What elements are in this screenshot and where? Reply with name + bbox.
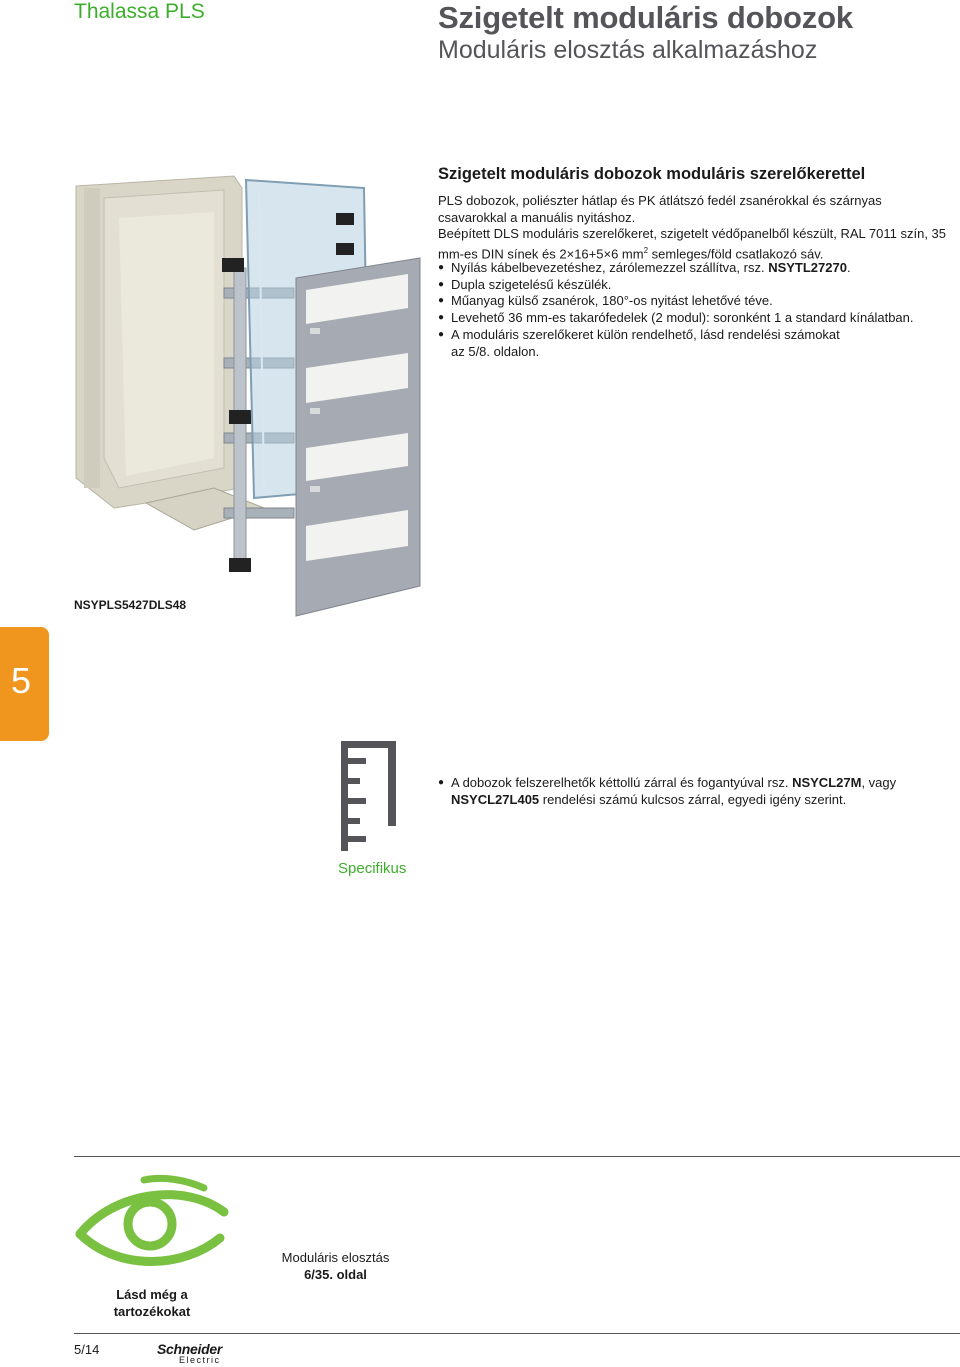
reference-number: NSYTL27270 xyxy=(768,260,847,275)
intro2-a: Beépített DLS moduláris szerelőkeret, szigetelt védőpanelből készült, RAL 7011 szín, 35 mm-es DIN sínek és 2 xyxy=(438,226,947,262)
times-sign: × xyxy=(566,246,575,262)
superscript: 2 xyxy=(643,246,649,256)
see-also-line: tartozékokat xyxy=(113,1303,191,1319)
intro-paragraph-2 xyxy=(438,226,948,263)
page-number: 5/14 xyxy=(74,1342,100,1357)
intro-text xyxy=(438,193,948,263)
page-title: Szigetelt moduláris dobozok xyxy=(438,0,853,35)
schneider-electric-logo xyxy=(157,1341,229,1367)
list-item-text: az 5/8. oldalon. xyxy=(451,343,540,359)
logo-wordmark: Schneider xyxy=(157,1341,222,1357)
specific-list xyxy=(438,775,958,808)
list-item-text: rendelési számú kulcsos zárral, egyedi igény szerint. xyxy=(539,791,847,807)
divider xyxy=(74,1156,960,1157)
see-also-line: Lásd még a xyxy=(116,1287,188,1302)
section-heading: Szigetelt moduláris dobozok moduláris szerelőkerettel xyxy=(438,165,866,183)
series-name: Thalassa PLS xyxy=(74,0,205,23)
list-item: ● Levehető 36 mm-es takarófedelek (2 modul): soronként 1 a standard kínálatban. xyxy=(438,310,958,327)
times-sign: × xyxy=(603,246,612,262)
cross-reference-title: Moduláris elosztás xyxy=(281,1250,390,1265)
list-item xyxy=(438,775,958,808)
cross-reference-page: 6/35. oldal xyxy=(304,1266,367,1282)
intro2-c: 6 mm xyxy=(611,246,644,262)
intro-paragraph-1: PLS dobozok, poliészter hátlap és PK átlátszó fedél zsanérokkal és szárnyas csavarokkal a manuális nyitáshoz. xyxy=(438,193,882,225)
see-also-label xyxy=(74,1287,230,1320)
list-item: ● Műanyag külső zsanérok, 180°-os nyitást lehetővé téve. xyxy=(438,293,958,310)
chapter-number: 5 xyxy=(10,660,32,701)
intro2-b: 16+5 xyxy=(574,246,604,262)
product-photo xyxy=(74,158,424,620)
list-item: ● Dupla szigetelésű készülék. xyxy=(438,277,958,294)
reference-number: NSYCL27M xyxy=(792,775,862,790)
list-item xyxy=(438,327,958,360)
divider xyxy=(74,1333,960,1334)
specific-label: Specifikus xyxy=(338,860,407,877)
cross-reference xyxy=(278,1250,393,1283)
list-item-text: , vagy xyxy=(861,775,897,790)
page-subtitle: Moduláris elosztás alkalmazáshoz xyxy=(438,36,818,64)
intro2-d: semleges/föld csatlakozó sáv. xyxy=(648,246,824,262)
eye-icon xyxy=(74,1172,230,1270)
ruler-bracket-icon xyxy=(336,736,400,856)
list-item-text: Nyílás kábelbevezetéshez, zárólemezzel szállítva, rsz. xyxy=(451,260,769,275)
list-item-text: A dobozok felszerelhetők kéttollú zárral és fogantyúval rsz. xyxy=(451,775,793,790)
product-reference: NSYPLS5427DLS48 xyxy=(74,598,187,612)
list-item-text: A moduláris szerelőkeret külön rendelhető, lásd rendelési számokat xyxy=(451,326,840,342)
list-item-text: . xyxy=(846,260,851,275)
list-item xyxy=(438,260,958,277)
logo-subword: Electric xyxy=(179,1355,221,1365)
reference-number: NSYCL27L405 xyxy=(451,791,540,807)
feature-list xyxy=(438,260,958,360)
